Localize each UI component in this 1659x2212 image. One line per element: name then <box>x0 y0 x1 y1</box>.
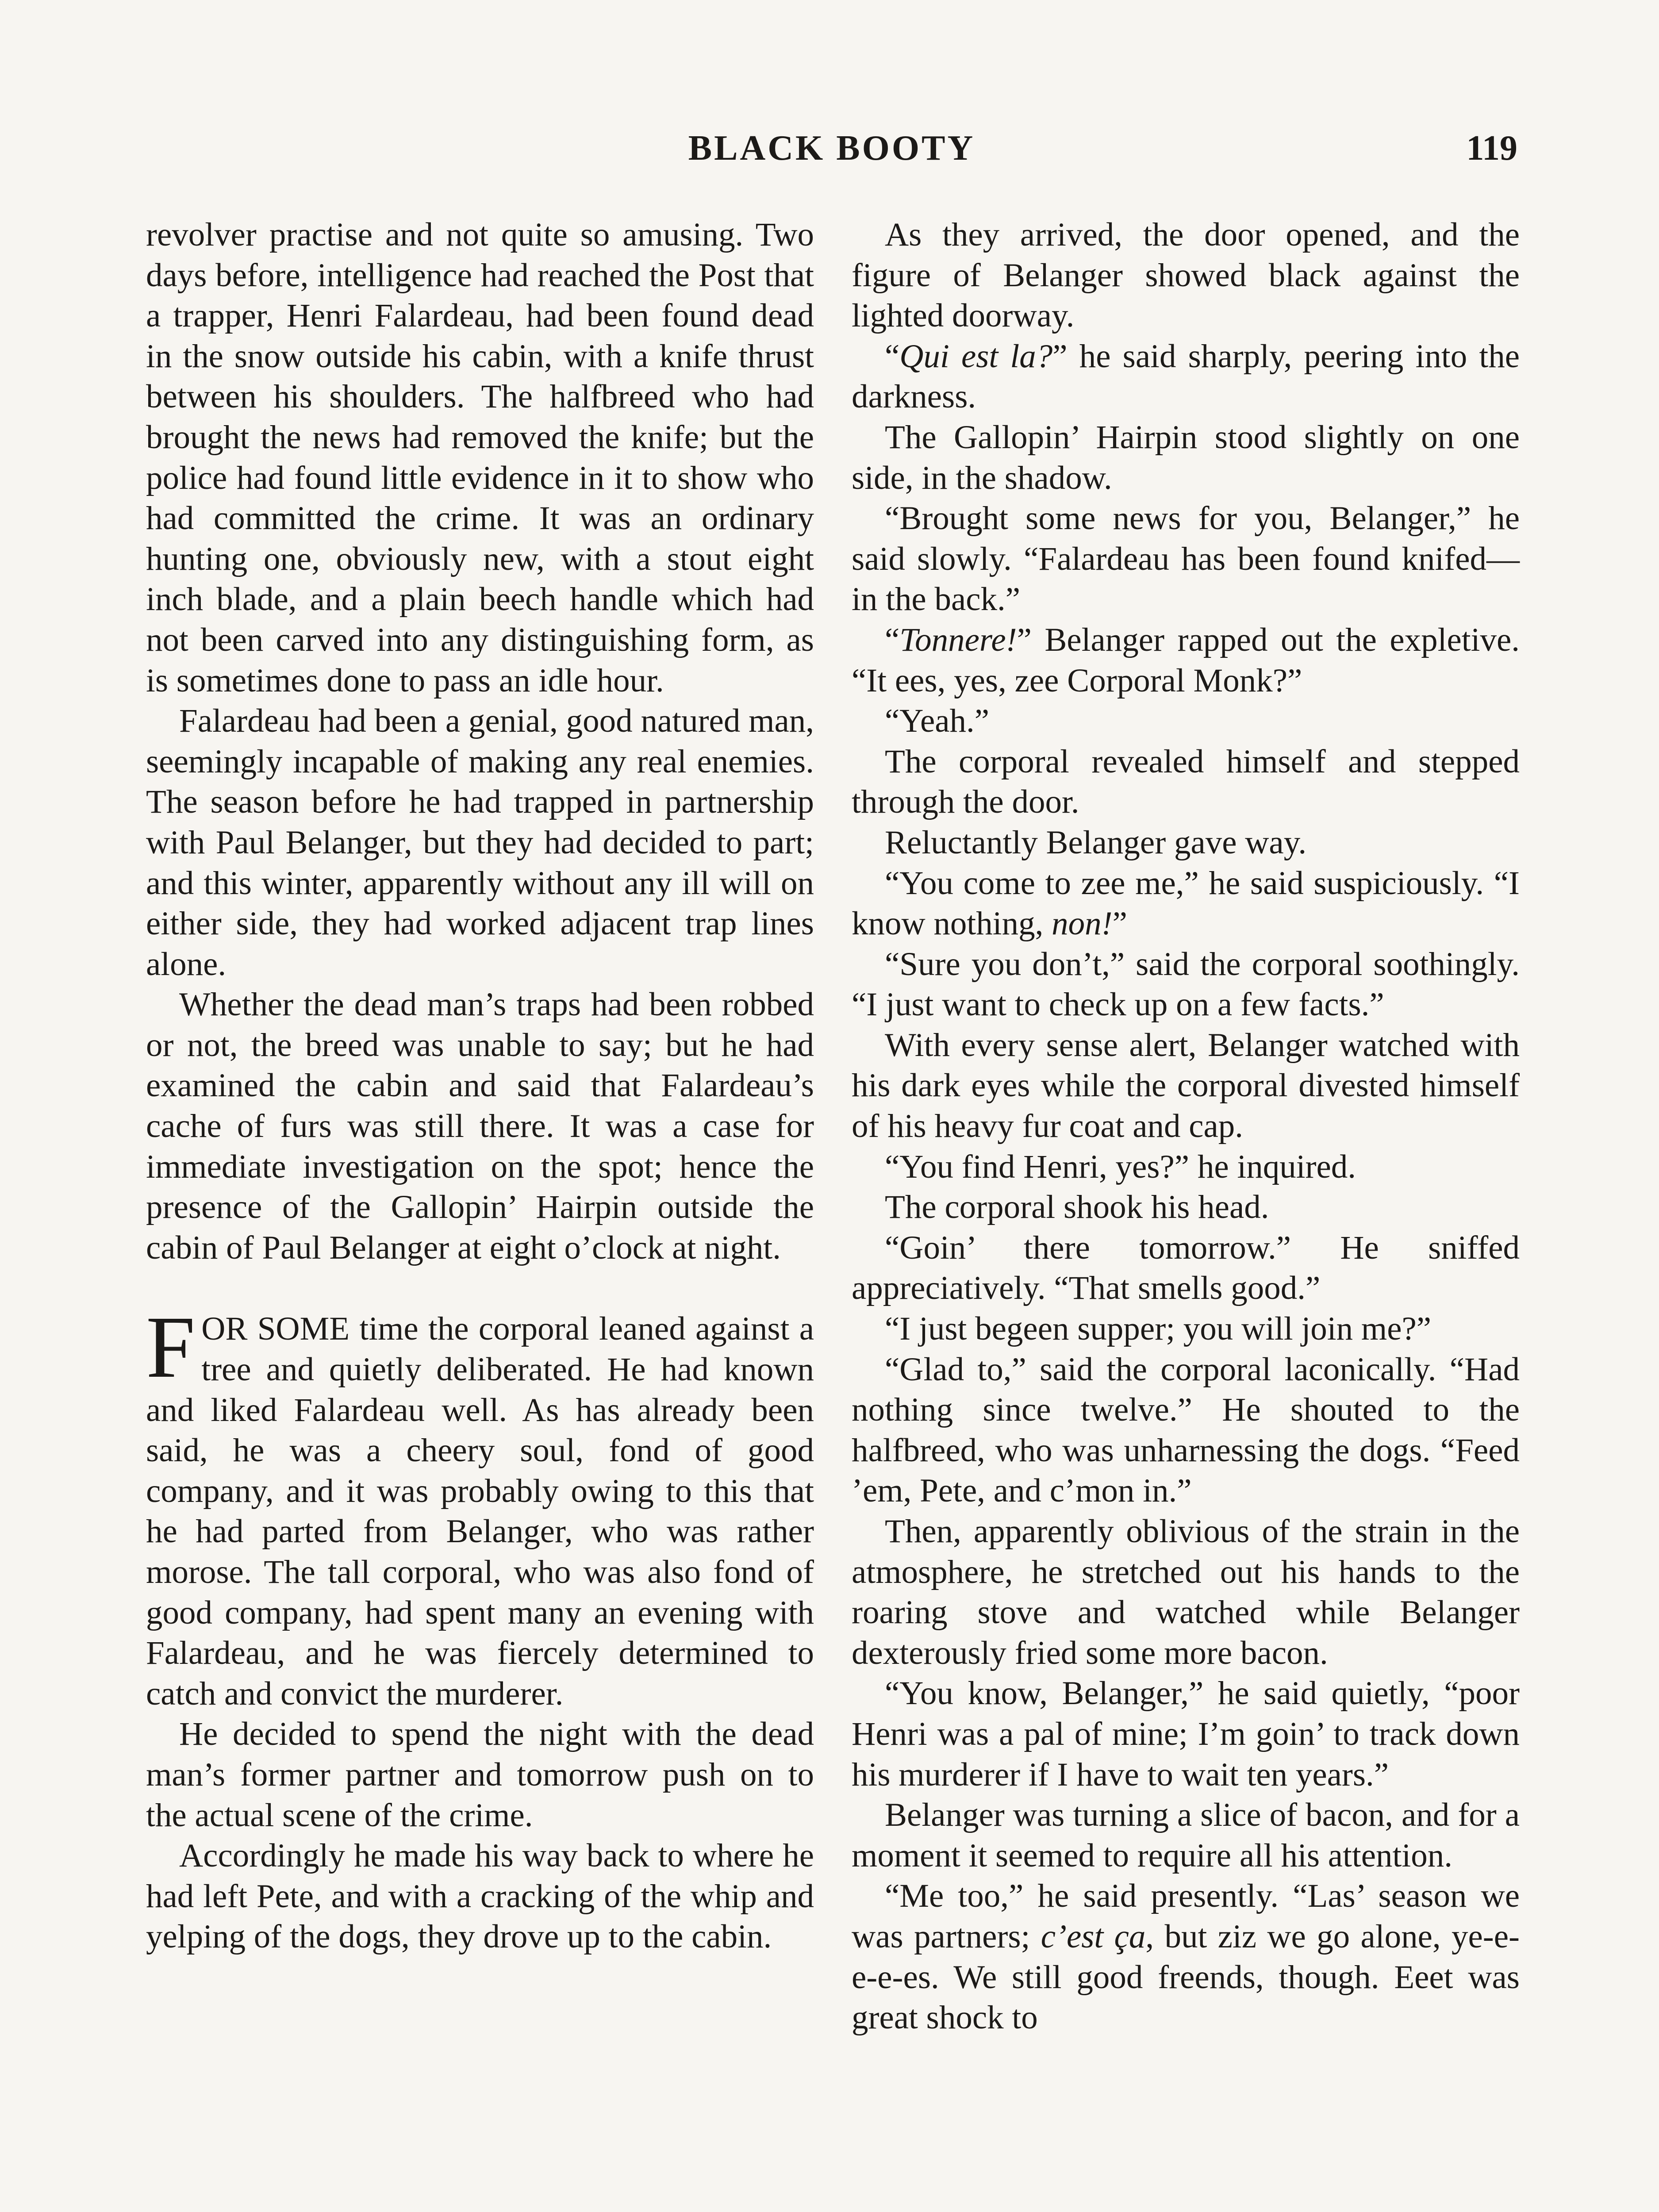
paragraph: Whether the dead man’s traps had been robbed or not, the breed was unable to say; but he had examined the cabin and said that Falardeau’s cache of furs was still there. It was a case for immediate investigation on the spot; hence the presence of the Gallopin’ Hairpin outside the cabin of Paul Belanger at eight o’clock at night. <box>146 986 814 1266</box>
paragraph-text: ” <box>1112 905 1127 942</box>
paragraph <box>852 417 1520 498</box>
paragraph <box>852 822 1520 863</box>
paragraph-text: “Yeah.” <box>885 703 990 740</box>
paragraph-text: The Gallopin’ Hairpin stood slightly on one side, in the shadow. <box>852 419 1520 496</box>
italic-text: Tonnere! <box>899 621 1017 658</box>
paragraph: He decided to spend the night with the dead man’s former partner and tomorrow push on to the actual scene of the crime. <box>146 1716 814 1834</box>
paragraph <box>852 944 1520 1025</box>
paragraph <box>852 863 1520 944</box>
paragraph-text: , but ziz we go alone, ye-e-e-e-es. We still good freends, though. Eeet was great shock to <box>852 1918 1520 2036</box>
page-number: 119 <box>1466 129 1517 168</box>
section-opening-paragraph <box>146 1298 814 1714</box>
paragraph-text: Then, apparently oblivious of the strain in the atmosphere, he stretched out his hands to the roaring stove and watched while Belanger dexterously fried some more bacon. <box>852 1513 1520 1671</box>
paragraph-text: ” Belanger rapped out the expletive. “It ees, yes, zee Corporal Monk?” <box>852 621 1520 699</box>
paragraph-text: “Goin’ there tomorrow.” He sniffed appreciatively. “That smells good.” <box>852 1229 1520 1307</box>
paragraph-text: “Glad to,” said the corporal laconically. “Had nothing since twelve.” He shouted to the halfbreed, who was unharnessing the dogs. “Feed ’em, Pete, and c’mon in.” <box>852 1351 1520 1509</box>
paragraph-text: The corporal shook his head. <box>885 1189 1269 1226</box>
running-title: BLACK BOOTY <box>688 129 975 168</box>
paragraph <box>852 336 1520 417</box>
paragraph <box>852 1876 1520 2038</box>
italic-text: non! <box>1052 905 1113 942</box>
paragraph <box>852 1187 1520 1228</box>
paragraph: Accordingly he made his way back to where he had left Pete, and with a cracking of the whip and yelping of the dogs, they drove up to the cabin. <box>146 1837 814 1955</box>
paragraph-text: As they arrived, the door opened, and the figure of Belanger showed black against the lighted doorway. <box>852 216 1520 334</box>
paragraph-text: Belanger was turning a slice of bacon, and for a moment it seemed to require all his attention. <box>852 1797 1520 1874</box>
paragraph-text: “You know, Belanger,” he said quietly, “poor Henri was a pal of mine; I’m goin’ to track down his murderer if I have to wait ten years.” <box>852 1675 1520 1793</box>
paragraph <box>852 1795 1520 1876</box>
paragraph-text: “Brought some news for you, Belanger,” he said slowly. “Falardeau has been found knifed—in the back.” <box>852 500 1520 618</box>
paragraph <box>852 741 1520 822</box>
paragraph <box>852 1673 1520 1795</box>
italic-text: Qui est la? <box>899 338 1053 375</box>
paragraph-text: “Sure you don’t,” said the corporal soothingly. “I just want to check up on a few facts.” <box>852 945 1520 1023</box>
paragraph-text: “I just begeen supper; you will join me?” <box>885 1310 1432 1348</box>
paragraph-text: time the corporal leaned against a tree and quietly deliberated. He had known and liked Falardeau well. As has already been said, he was a cheery soul, fond of good company, and it was probably owing to this that he had parted from Belanger, who was rather morose. The tall corporal, who was also fond of good company, had spent many an evening with Falardeau, and he was fiercely determined to catch and convict the murderer. <box>146 1310 814 1712</box>
lead-in-caps: OR SOME <box>201 1310 350 1348</box>
paragraph <box>852 1025 1520 1147</box>
paragraph <box>852 215 1520 336</box>
section-break <box>146 1268 814 1309</box>
paragraph: revolver practise and not quite so amusing. Two days before, intelligence had reached the Post that a trapper, Henri Falardeau, had been found dead in the snow outside his cabin, with a knife thrust between his shoulders. The halfbreed who had brought the news had removed the knife; but the police had found little evidence in it to show who had committed the crime. It was an ordinary hunting one, obviously new, with a stout eight inch blade, and a plain beech handle which had not been carved into any distinguishing form, as is sometimes done to pass an idle hour. <box>146 216 814 699</box>
paragraph-text: Reluctantly Belanger gave way. <box>885 824 1307 861</box>
paragraph-text: “Me too,” he said presently. “Las’ season we was partners; <box>852 1878 1520 1955</box>
paragraph <box>852 498 1520 620</box>
paragraph-text: “You come to zee me,” he said suspiciously. “I know nothing, <box>852 864 1520 942</box>
paragraph <box>852 701 1520 741</box>
paragraph-text: ” he said sharply, peering into the darkness. <box>852 338 1520 415</box>
paragraph-text: With every sense alert, Belanger watched with his dark eyes while the corporal divested himself of his heavy fur coat and cap. <box>852 1026 1520 1145</box>
running-header <box>146 128 1517 177</box>
paragraph <box>852 1511 1520 1673</box>
drop-cap: F <box>146 1298 196 1397</box>
paragraph-text: “You find Henri, yes?” he inquired. <box>885 1148 1356 1185</box>
paragraph <box>852 1228 1520 1309</box>
paragraph <box>852 1147 1520 1187</box>
paragraph <box>852 1309 1520 1349</box>
right-column <box>852 215 1520 2038</box>
left-column <box>146 215 814 1957</box>
paragraph-text: “ <box>885 621 900 658</box>
paragraph: Falardeau had been a genial, good natured man, seemingly incapable of making any real enemies. The season before he had trapped in partnership with Paul Belanger, but they had decided to part; and this winter, apparently without any ill will on either side, they had worked adjacent trap lines alone. <box>146 703 814 983</box>
italic-text: c’est ça <box>1041 1918 1146 1955</box>
paragraph <box>852 1349 1520 1511</box>
paragraph <box>852 620 1520 701</box>
paragraph-text: The corporal revealed himself and stepped through the door. <box>852 743 1520 821</box>
paragraph-text: “ <box>885 338 900 375</box>
